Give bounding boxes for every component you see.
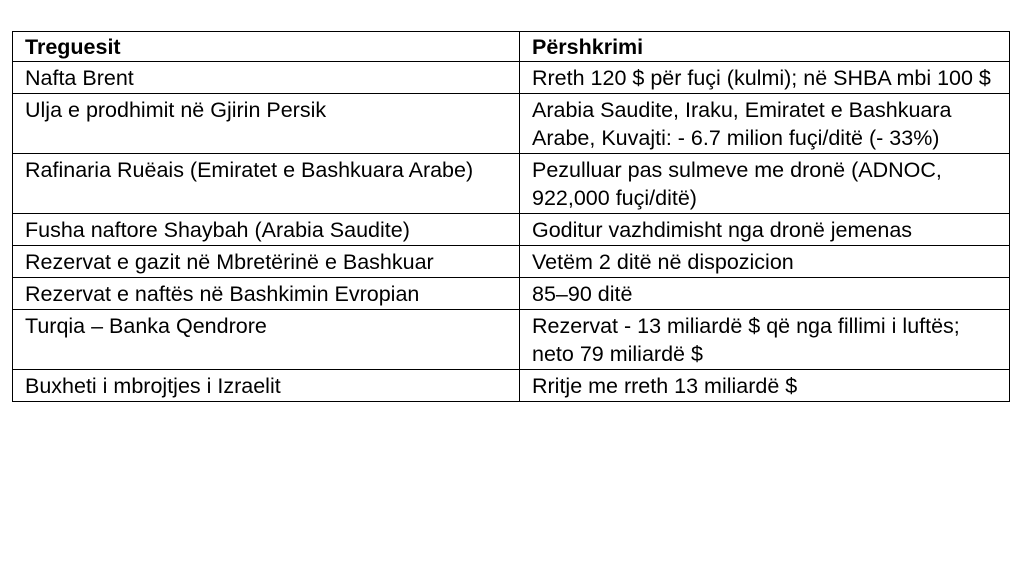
header-indicators: Treguesit	[13, 32, 520, 62]
table-header-row	[13, 32, 1010, 62]
indicator-cell: Rafinaria Ruëais (Emiratet e Bashkuara Arabe)	[13, 154, 520, 214]
indicator-cell: Ulja e prodhimit në Gjirin Persik	[13, 94, 520, 154]
description-cell: 85–90 ditë	[520, 278, 1010, 310]
description-cell: Rritje me rreth 13 miliardë $	[520, 370, 1010, 402]
header-description: Përshkrimi	[520, 32, 1010, 62]
table-row	[13, 62, 1010, 94]
indicator-cell: Rezervat e naftës në Bashkimin Evropian	[13, 278, 520, 310]
indicator-cell: Buxheti i mbrojtjes i Izraelit	[13, 370, 520, 402]
description-cell: Rreth 120 $ për fuçi (kulmi); në SHBA mbi 100 $	[520, 62, 1010, 94]
indicators-table	[12, 31, 1010, 402]
indicator-cell: Turqia – Banka Qendrore	[13, 310, 520, 370]
table-row	[13, 214, 1010, 246]
description-cell: Arabia Saudite, Iraku, Emiratet e Bashkuara Arabe, Kuvajti: - 6.7 milion fuçi/ditë (- 33%)	[520, 94, 1010, 154]
table-row	[13, 246, 1010, 278]
indicator-cell: Fusha naftore Shaybah (Arabia Saudite)	[13, 214, 520, 246]
description-cell: Rezervat - 13 miliardë $ që nga fillimi i luftës; neto 79 miliardë $	[520, 310, 1010, 370]
indicator-cell: Nafta Brent	[13, 62, 520, 94]
table-row	[13, 278, 1010, 310]
description-cell: Vetëm 2 ditë në dispozicion	[520, 246, 1010, 278]
description-cell: Pezulluar pas sulmeve me dronë (ADNOC, 922,000 fuçi/ditë)	[520, 154, 1010, 214]
description-cell: Goditur vazhdimisht nga dronë jemenas	[520, 214, 1010, 246]
table-row	[13, 154, 1010, 214]
table-row	[13, 370, 1010, 402]
table-row	[13, 94, 1010, 154]
indicator-cell: Rezervat e gazit në Mbretërinë e Bashkuar	[13, 246, 520, 278]
table-row	[13, 310, 1010, 370]
